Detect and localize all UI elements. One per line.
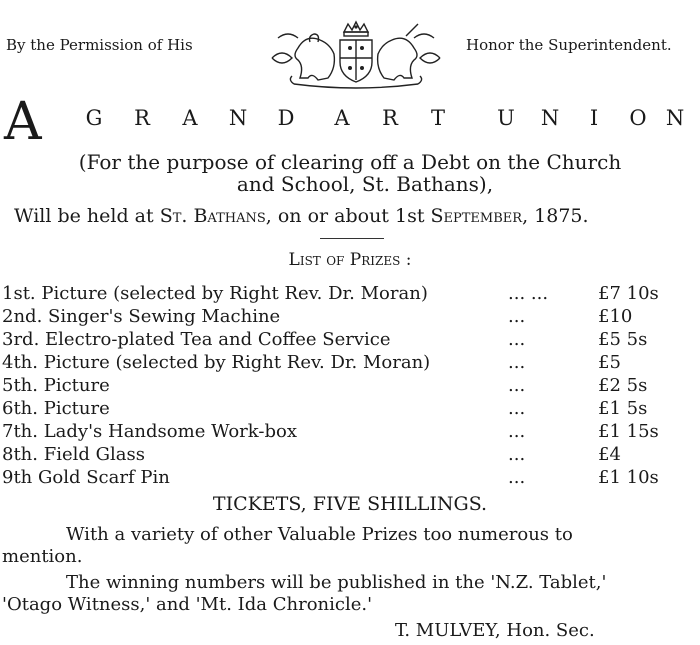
prize-leader: ... — [508, 444, 526, 465]
prize-label: 3rd. Electro-plated Tea and Coffee Service — [2, 329, 391, 350]
prize-row-9 — [0, 467, 700, 489]
purpose-line-2: and School, St. Bathans), — [236, 172, 494, 196]
divider — [320, 238, 384, 239]
title-letter: N — [228, 106, 248, 130]
variety-line-1: With a variety of other Valuable Prizes too numerous to — [66, 524, 573, 545]
prize-label: 4th. Picture (selected by Right Rev. Dr. Moran) — [2, 352, 431, 373]
title-letter: R — [134, 106, 150, 130]
prize-label: 6th. Picture — [2, 398, 110, 419]
prize-label: 1st. Picture (selected by Right Rev. Dr. Moran) — [2, 283, 428, 304]
prize-amount: £2 5s — [598, 375, 648, 396]
title-letter: O — [629, 106, 647, 130]
prize-row-3 — [0, 329, 700, 351]
event-date-line — [14, 205, 589, 227]
prize-row-1 — [0, 283, 700, 305]
prize-amount: £7 10s — [598, 283, 659, 304]
prize-amount: £1 15s — [598, 421, 659, 442]
title-initial: A — [4, 92, 42, 152]
signature: T. MULVEY, Hon. Sec. — [395, 620, 595, 641]
prize-amount: £4 — [598, 444, 621, 465]
prize-row-7 — [0, 421, 700, 443]
purpose-line-1: (For the purpose of clearing off a Debt on the Church — [78, 150, 622, 174]
title-letter: A — [182, 106, 198, 130]
prize-leader: ... — [508, 398, 526, 419]
winning-line-1: The winning numbers will be published in the 'N.Z. Tablet,' — [66, 572, 607, 593]
prize-label: 9th Gold Scarf Pin — [2, 467, 170, 488]
prize-leader: ... — [508, 375, 526, 396]
winning-line-2: 'Otago Witness,' and 'Mt. Ida Chronicle.' — [2, 594, 373, 615]
ticket-price: TICKETS, FIVE SHILLINGS. — [212, 493, 488, 515]
prize-amount: £5 — [598, 352, 621, 373]
prize-leader: ... — [508, 306, 526, 327]
held-mid: , on or about 1st — [265, 205, 431, 227]
title-word-art — [318, 106, 462, 130]
held-pre: Will be held at — [14, 205, 160, 227]
prize-leader: ... — [508, 467, 526, 488]
title-word-union — [484, 106, 690, 130]
royal-coat-of-arms-icon — [258, 18, 454, 90]
title-word-grand — [70, 106, 310, 130]
prize-leader: ... ... — [508, 283, 549, 304]
prize-amount: £1 10s — [598, 467, 659, 488]
prize-leader: ... — [508, 421, 526, 442]
title-letter: N — [540, 106, 560, 130]
title-letter: N — [665, 106, 685, 130]
prize-row-2 — [0, 306, 700, 328]
prize-label: 5th. Picture — [2, 375, 110, 396]
prize-list-heading: List of Prizes : — [288, 250, 412, 270]
title-letter: U — [497, 106, 515, 130]
variety-line-2: mention. — [2, 546, 83, 567]
held-month: September — [430, 205, 523, 227]
prize-label: 8th. Field Glass — [2, 444, 145, 465]
prize-row-6 — [0, 398, 700, 420]
prize-leader: ... — [508, 329, 526, 350]
prize-amount: £1 5s — [598, 398, 648, 419]
title-letter: D — [277, 106, 295, 130]
title-letter: I — [589, 106, 599, 130]
prize-row-8 — [0, 444, 700, 466]
prize-amount: £10 — [598, 306, 633, 327]
held-year: , 1875. — [522, 205, 589, 227]
permission-right-text: Honor the Superintendent. — [466, 36, 672, 54]
prize-label: 2nd. Singer's Sewing Machine — [2, 306, 281, 327]
prize-row-5 — [0, 375, 700, 397]
permission-left-text: By the Permission of His — [6, 36, 193, 54]
title-letter: A — [334, 106, 350, 130]
prize-row-4 — [0, 352, 700, 374]
prize-amount: £5 5s — [598, 329, 648, 350]
held-place: St. Bathans — [159, 205, 266, 227]
title-letter: G — [85, 106, 103, 130]
title-letter: T — [430, 106, 445, 130]
prize-leader: ... — [508, 352, 526, 373]
title-letter: R — [382, 106, 398, 130]
prize-label: 7th. Lady's Handsome Work-box — [2, 421, 297, 442]
